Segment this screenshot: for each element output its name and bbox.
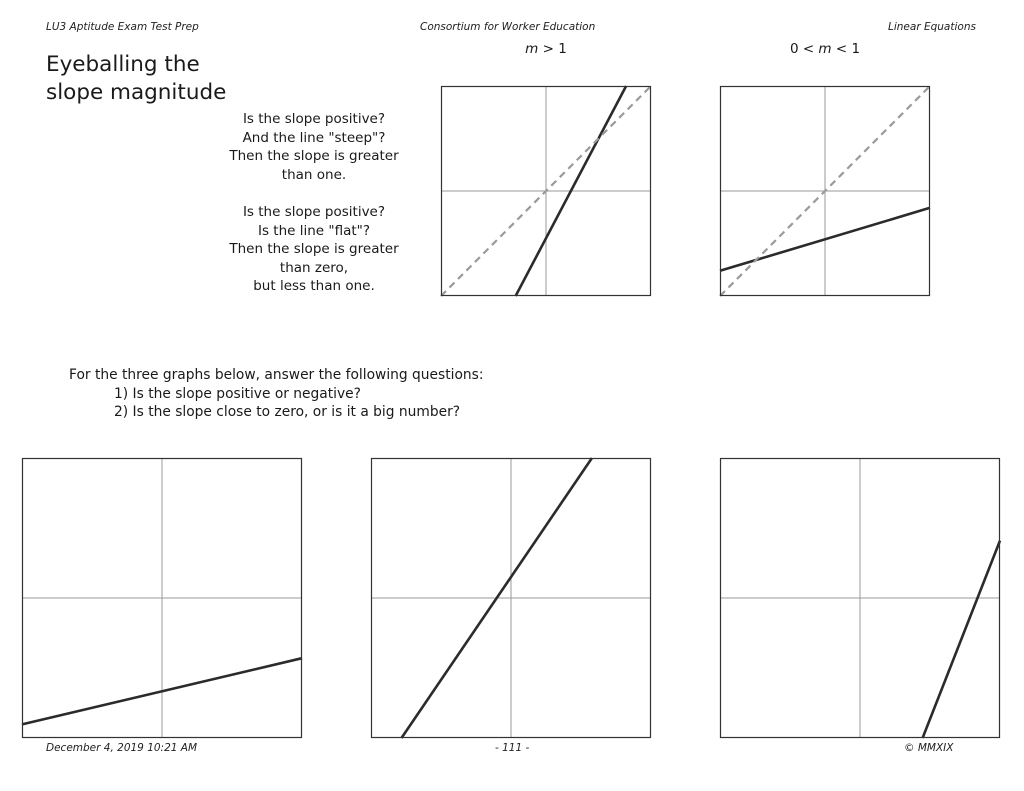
explanation-line: Is the line "flat"? xyxy=(257,222,371,239)
title-line-2: slope magnitude xyxy=(46,80,227,105)
explanation-line: And the line "steep"? xyxy=(242,129,386,146)
header-center: Consortium for Worker Education xyxy=(420,21,596,33)
page-title xyxy=(46,51,226,107)
footer-copyright: © MMXIX xyxy=(904,742,954,754)
explanation-line: than zero, xyxy=(279,259,349,276)
header-right: Linear Equations xyxy=(888,21,976,33)
instructions xyxy=(69,366,484,422)
graph-svg xyxy=(720,86,930,296)
graph-svg xyxy=(22,458,302,738)
explanation-line: Then the slope is greater xyxy=(229,148,399,165)
header-left: LU3 Aptitude Exam Test Prep xyxy=(46,21,199,33)
footer-left: December 4, 2019 10:21 AM xyxy=(46,742,198,754)
explanation-line: than one. xyxy=(281,166,347,183)
graph-svg xyxy=(441,86,651,296)
question-item: 2) Is the slope close to zero, or is it a big number? xyxy=(114,404,461,420)
explanation-steep xyxy=(216,110,412,184)
question-item: 1) Is the slope positive or negative? xyxy=(114,385,361,402)
question-list xyxy=(69,385,484,422)
graph-example-flat xyxy=(720,86,930,296)
graph-label-flat: 0 < m < 1 xyxy=(789,41,861,57)
graph-example-steep xyxy=(441,86,651,296)
instructions-intro: For the three graphs below, answer the following questions: xyxy=(69,367,484,383)
graph-line xyxy=(923,541,1000,738)
footer-page-number: - 111 - xyxy=(495,742,530,754)
graph-svg xyxy=(371,458,651,738)
explanation-line: but less than one. xyxy=(253,278,375,295)
graph-exercise-1 xyxy=(22,458,302,738)
explanation-line: Is the slope positive? xyxy=(242,204,386,220)
explanation-line: Then the slope is greater xyxy=(229,241,399,258)
graph-svg xyxy=(720,458,1000,738)
graph-label-steep: m > 1 xyxy=(525,41,567,57)
explanation-line: Is the slope positive? xyxy=(242,111,386,127)
graph-exercise-3 xyxy=(720,458,1000,738)
graph-exercise-2 xyxy=(371,458,651,738)
explanation-flat xyxy=(216,203,412,296)
title-line-1: Eyeballing the xyxy=(46,52,200,77)
